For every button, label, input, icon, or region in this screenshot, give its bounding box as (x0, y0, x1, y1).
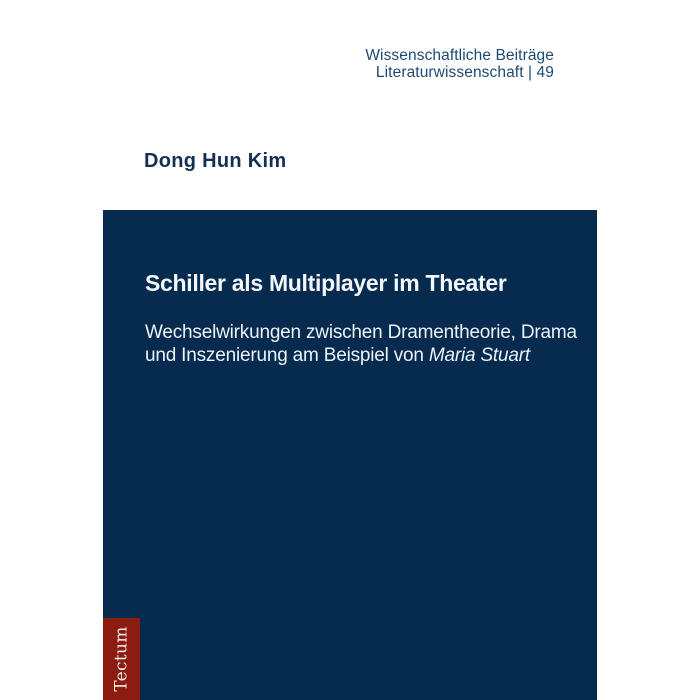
series-title: Wissenschaftliche Beiträge (365, 47, 554, 64)
book-subtitle (145, 322, 577, 367)
subtitle-line-1: Wechselwirkungen zwischen Dramentheorie, Drama (145, 322, 577, 343)
publisher-logo-text: Tectum (111, 626, 132, 692)
book-title: Schiller als Multiplayer im Theater (145, 270, 507, 296)
series-volume: Literaturwissenschaft | 49 (375, 63, 554, 81)
publisher-logo (103, 618, 140, 700)
subtitle-line-2-text: und Inszenierung am Beispiel von (145, 344, 429, 366)
cover-panel (103, 210, 597, 700)
subtitle-work-title: Maria Stuart (428, 344, 530, 366)
series-info (365, 48, 554, 81)
subtitle-line-2 (145, 345, 577, 368)
author-name: Dong Hun Kim (144, 150, 287, 172)
